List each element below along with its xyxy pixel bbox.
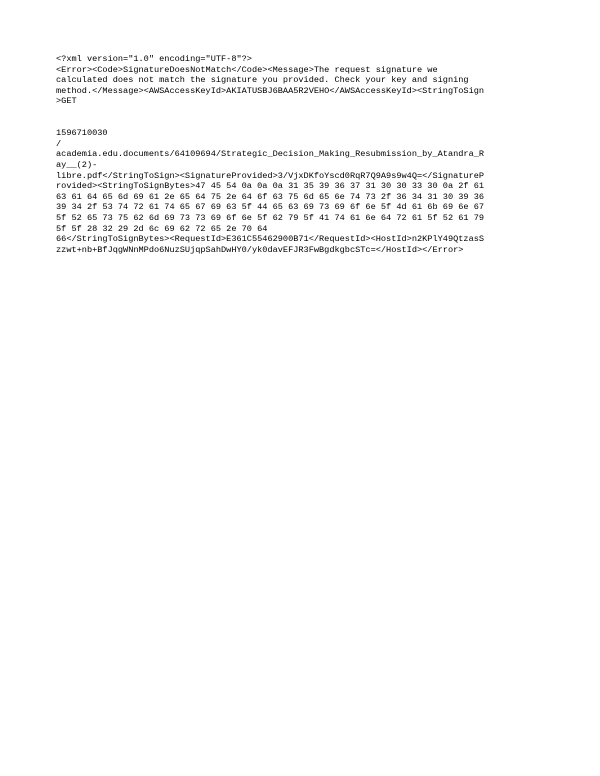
- xml-line: libre.pdf</StringToSign><SignatureProvided>3/VjxDKfoYscd0RqR7Q9A9s9w4Q=</SignatureP: [56, 170, 485, 181]
- xml-line: <Error><Code>SignatureDoesNotMatch</Code><Message>The request signature we: [56, 64, 438, 75]
- xml-line: 66</StringToSignBytes><RequestId>E361C55462900B71</RequestId><HostId>n2KPlY49QtzasS: [56, 234, 485, 245]
- xml-line: /: [56, 138, 62, 149]
- xml-line: >GET: [56, 96, 77, 107]
- xml-line: 5f 5f 28 32 29 2d 6c 69 62 72 65 2e 70 64: [56, 223, 268, 234]
- xml-line: 63 61 64 65 6d 69 61 2e 65 64 75 2e 64 6f 63 75 6d 65 6e 74 73 2f 36 34 31 30 39 36: [56, 191, 485, 202]
- xml-line: academia.edu.documents/64109694/Strategic_Decision_Making_Resubmission_by_Atandra_R: [56, 149, 485, 160]
- xml-line: calculated does not match the signature you provided. Check your key and signing: [56, 75, 469, 86]
- xml-line: 39 34 2f 53 74 72 61 74 65 67 69 63 5f 44 65 63 69 73 69 6f 6e 5f 4d 61 6b 69 6e 67: [56, 202, 485, 213]
- xml-line: method.</Message><AWSAccessKeyId>AKIATUSBJ6BAA5R2VEHO</AWSAccessKeyId><StringToSign: [56, 85, 485, 96]
- xml-line: ay__(2)-: [56, 159, 98, 170]
- xml-line: rovided><StringToSignBytes>47 45 54 0a 0a 0a 31 35 39 36 37 31 30 30 33 30 0a 2f 61: [56, 181, 485, 192]
- xml-line: 5f 52 65 73 75 62 6d 69 73 73 69 6f 6e 5f 62 79 5f 41 74 61 6e 64 72 61 5f 52 61 79: [56, 212, 485, 223]
- xml-line: zzwt+nb+BfJqgWNnMPdo6NuzSUjqpSahDwHY0/yk0davEFJR3FwBgdkgbcSTc=</HostId></Error>: [56, 244, 464, 255]
- xml-line: <?xml version="1.0" encoding="UTF-8"?>: [56, 54, 252, 64]
- xml-line: 1596710030: [56, 128, 108, 139]
- xml-error-document: [56, 54, 556, 255]
